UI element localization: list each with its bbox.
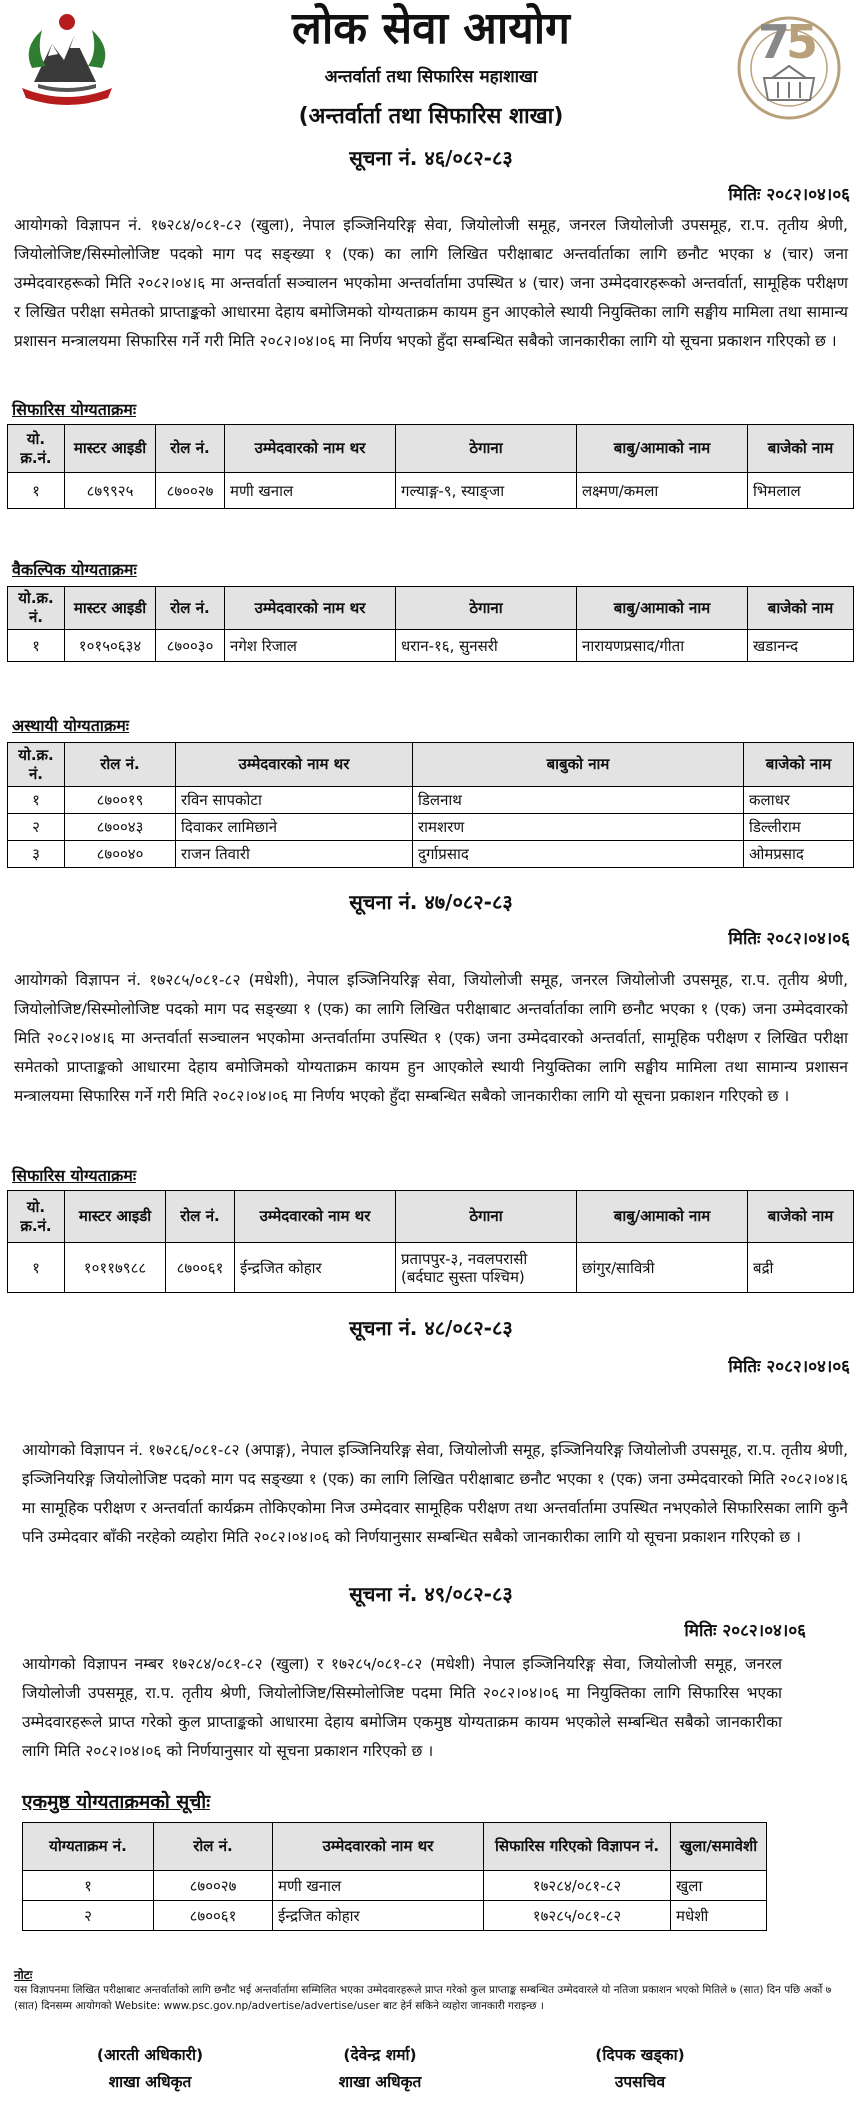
col-header: बाजेको नाम bbox=[748, 425, 854, 473]
col-header: ठेगाना bbox=[396, 1191, 577, 1243]
table-row bbox=[8, 787, 854, 814]
cell: प्रतापपुर-३, नवलपरासी (बर्दघाट सुस्ता पश्चिम) bbox=[396, 1243, 577, 1293]
cell: मणी खनाल bbox=[225, 473, 396, 509]
cell: दिवाकर लामिछाने bbox=[176, 814, 413, 841]
cell: १०१५०६३४ bbox=[65, 630, 156, 662]
section-name: (अन्तर्वार्ता तथा सिफारिस शाखा) bbox=[298, 104, 564, 129]
col-header: बाजेको नाम bbox=[744, 743, 854, 787]
notice-48-body: आयोगको विज्ञापन नं. १७२८६/०८१-८२ (अपाङ्ग), नेपाल इञ्जिनियरिङ्ग सेवा, जियोलोजी समूह, इञ्जिनियरिङ्ग जियोलोजी उपसमूह, रा.प. तृतीय श्रेणी, इञ्जिनियरिङ्ग जियोलोजिष्ट पदको माग पद सङ्ख्या १ (एक) का लागि लिखित परीक्षाबाट छनौट भएका १ (एक) जना उम्मेदवारको मिति २०८२।०४।६ मा सामूहिक परीक्षण र अन्तर्वार्ता कार्यक्रम तोकिएकोमा निज उम्मेदवार सामूहिक परीक्षण तथा अन्तर्वार्तामा उपस्थित नभएकोले सिफारिसका लागि कुनै पनि उम्मेदवार बाँकी नरहेको व्यहोरा मिति २०८२।०४।०६ को निर्णयानुसार सम्बन्धित सबैको जानकारीका लागि यो सूचना प्रकाशन गरिएको छ । bbox=[22, 1441, 848, 1546]
col-header: बाबु/आमाको नाम bbox=[577, 425, 748, 473]
cell: ८७००२७ bbox=[154, 1871, 273, 1901]
table-row bbox=[8, 814, 854, 841]
cell: रविन सापकोटा bbox=[176, 787, 413, 814]
col-header: उम्मेदवारको नाम थर bbox=[225, 425, 396, 473]
col-header: उम्मेदवारको नाम थर bbox=[235, 1191, 396, 1243]
n49-merit-list-table bbox=[22, 1822, 767, 1931]
signatory-name: (दिपक खड्का) bbox=[595, 2046, 685, 2064]
col-header: ठेगाना bbox=[396, 587, 577, 630]
notice-47-date: मितिः २०८२।०४।०६ bbox=[728, 929, 850, 949]
cell: २ bbox=[23, 1901, 154, 1931]
table-row bbox=[23, 1901, 767, 1931]
n46-recommended-heading: सिफारिस योग्यताक्रमः bbox=[12, 400, 137, 419]
col-header: उम्मेदवारको नाम थर bbox=[225, 587, 396, 630]
cell: कलाधर bbox=[744, 787, 854, 814]
col-header: बाबुको नाम bbox=[413, 743, 744, 787]
cell: ८७९९२५ bbox=[65, 473, 156, 509]
division-name: अन्तर्वार्ता तथा सिफारिस महाशाखा bbox=[324, 67, 538, 87]
n46-temporary-table bbox=[7, 742, 854, 868]
cell: १ bbox=[8, 787, 65, 814]
cell: ८७००६१ bbox=[154, 1901, 273, 1931]
n49-list-heading: एकमुष्ठ योग्यताक्रमको सूचीः bbox=[22, 1791, 211, 1813]
col-header: रोल नं. bbox=[166, 1191, 235, 1243]
cell: ओमप्रसाद bbox=[744, 841, 854, 868]
col-header: खुला/समावेशी bbox=[671, 1823, 767, 1871]
notice-49-body: आयोगको विज्ञापन नम्बर १७२८४/०८१-८२ (खुला) र १७२८५/०८१-८२ (मधेशी) नेपाल इञ्जिनियरिङ्ग सेवा, जियोलोजी समूह, जनरल जियोलोजी उपसमूह, रा.प. तृतीय श्रेणी, जियोलोजिष्ट/सिस्मोलोजिष्ट पदमा मिति २०८२।०४।०६ मा नियुक्तिका लागि सिफारिस भएका उम्मेदवारहरूले प्राप्त गरेको कुल प्राप्ताङ्कको आधारमा देहाय बमोजिम एकमुष्ठ योग्यताक्रम कायम भएकोले सम्बन्धित सबैको जानकारीका लागि मिति २०८२।०४।०६ को निर्णयानुसार यो सूचना प्रकाशन गरिएको छ । bbox=[22, 1655, 782, 1760]
cell: राजन तिवारी bbox=[176, 841, 413, 868]
n46-alternative-table bbox=[7, 586, 854, 662]
notice-48-date: मितिः २०८२।०४।०६ bbox=[728, 1357, 850, 1377]
n46-recommended-table bbox=[7, 424, 854, 509]
col-header: रोल नं. bbox=[156, 587, 225, 630]
cell: ईन्द्रजित कोहार bbox=[235, 1243, 396, 1293]
cell: नारायणप्रसाद/गीता bbox=[577, 630, 748, 662]
notice-46-date: मितिः २०८२।०४।०६ bbox=[728, 185, 850, 205]
cell: १ bbox=[8, 473, 65, 509]
col-header: बाबु/आमाको नाम bbox=[577, 587, 748, 630]
notice-46-body: आयोगको विज्ञापन नं. १७२८४/०८१-८२ (खुला), नेपाल इञ्जिनियरिङ्ग सेवा, जियोलोजी समूह, जनरल जियोलोजी उपसमूह, रा.प. तृतीय श्रेणी, जियोलोजिष्ट/सिस्मोलोजिष्ट पदको माग पद सङ्ख्या १ (एक) का लागि लिखित परीक्षाबाट अन्तर्वार्ताका लागि छनौट भएका ४ (चार) जना उम्मेदवारहरूको मिति २०८२।०४।६ मा अन्तर्वार्ता सञ्चालन भएकोमा अन्तर्वार्तामा उपस्थित ४ (चार) जना उम्मेदवारहरूको अन्तर्वार्ता, सामूहिक परीक्षण र लिखित परीक्षा समेतको प्राप्ताङ्कको आधारमा देहाय बमोजिमको योग्यताक्रम कायम हुन आएकोले स्थायी नियुक्तिका लागि सङ्घीय मामिला तथा सामान्य प्रशासन मन्त्रालयमा सिफारिस गर्ने गरी मिति २०८२।०४।०६ मा निर्णय भएको हुँदा सम्बन्धित सबैको जानकारीका लागि यो सूचना प्रकाशन गरिएको छ । bbox=[14, 216, 848, 350]
cell: खुला bbox=[671, 1871, 767, 1901]
col-header: यो.क्र. नं. bbox=[8, 587, 65, 630]
cell: १ bbox=[8, 1243, 65, 1293]
cell: मणी खनाल bbox=[273, 1871, 484, 1901]
cell: २ bbox=[8, 814, 65, 841]
notice-48-title: सूचना नं. ४८/०८२-८३ bbox=[349, 1316, 513, 1340]
signatory-name: (आरती अधिकारी) bbox=[96, 2046, 204, 2064]
cell: गल्याङ्ग-९, स्याङ्जा bbox=[396, 473, 577, 509]
cell: १ bbox=[8, 630, 65, 662]
note-text: यस विज्ञापनमा लिखित परीक्षाबाट अन्तर्वार्ताको लागि छनौट भई अन्तर्वार्तामा सम्मिलित भएका उम्मेदवारहरूले प्राप्त गरेको कुल प्राप्ताङ्क सम्बन्धित उम्मेदवारले यो नतिजा प्रकाशन भएको मितिले ७ (सात) दिन पछि अर्को ७ (सात) दिनसम्म आयोगको Website: www.psc.gov.np/advertise/advertise/user बाट हेर्न सकिने व्यहोरा जानकारी गराइन्छ । bbox=[14, 1984, 832, 2012]
cell: डिलनाथ bbox=[413, 787, 744, 814]
cell: छांगुर/सावित्री bbox=[577, 1243, 748, 1293]
col-header: मास्टर आइडी bbox=[65, 425, 156, 473]
col-header: उम्मेदवारको नाम थर bbox=[176, 743, 413, 787]
col-header: उम्मेदवारको नाम थर bbox=[273, 1823, 484, 1871]
col-header: यो.क्र. नं. bbox=[8, 743, 65, 787]
signatory-3 bbox=[520, 2042, 760, 2096]
cell: रामशरण bbox=[413, 814, 744, 841]
col-header: सिफारिस गरिएको विज्ञापन नं. bbox=[484, 1823, 671, 1871]
cell: खडानन्द bbox=[748, 630, 854, 662]
col-header: मास्टर आइडी bbox=[65, 1191, 166, 1243]
cell: मधेशी bbox=[671, 1901, 767, 1931]
table-row bbox=[8, 1243, 854, 1293]
svg-text:7: 7 bbox=[758, 15, 791, 69]
table-row bbox=[8, 473, 854, 509]
signatory-1 bbox=[40, 2042, 260, 2096]
cell: भिमलाल bbox=[748, 473, 854, 509]
notice-46-title: सूचना नं. ४६/०८२-८३ bbox=[349, 146, 513, 170]
signatory-title: शाखा अधिकृत bbox=[338, 2073, 422, 2091]
cell: लक्ष्मण/कमला bbox=[577, 473, 748, 509]
cell: धरान-१६, सुनसरी bbox=[396, 630, 577, 662]
cell: बद्री bbox=[748, 1243, 854, 1293]
n46-temporary-heading: अस्थायी योग्यताक्रमः bbox=[12, 716, 130, 735]
col-header: ठेगाना bbox=[396, 425, 577, 473]
col-header: बाबु/आमाको नाम bbox=[577, 1191, 748, 1243]
col-header: योग्यताक्रम नं. bbox=[23, 1823, 154, 1871]
cell: ८७००३० bbox=[156, 630, 225, 662]
table-row bbox=[23, 1871, 767, 1901]
col-header: मास्टर आइडी bbox=[65, 587, 156, 630]
note-heading: नोटः bbox=[14, 1968, 33, 1982]
cell: ८७००२७ bbox=[156, 473, 225, 509]
table-row bbox=[8, 841, 854, 868]
col-header: रोल नं. bbox=[65, 743, 176, 787]
col-header: रोल नं. bbox=[156, 425, 225, 473]
page-title: लोक सेवा आयोग bbox=[292, 3, 570, 54]
signatory-title: उपसचिव bbox=[614, 2073, 666, 2091]
cell: १७२८४/०८१-८२ bbox=[484, 1871, 671, 1901]
cell: दुर्गाप्रसाद bbox=[413, 841, 744, 868]
signatory-title: शाखा अधिकृत bbox=[108, 2073, 192, 2091]
notice-49-date: मितिः २०८२।०४।०६ bbox=[684, 1621, 806, 1641]
cell: १७२८५/०८१-८२ bbox=[484, 1901, 671, 1931]
table-row bbox=[8, 630, 854, 662]
col-header: रोल नं. bbox=[154, 1823, 273, 1871]
cell: १ bbox=[23, 1871, 154, 1901]
cell: १०११७९८८ bbox=[65, 1243, 166, 1293]
cell: ईन्द्रजित कोहार bbox=[273, 1901, 484, 1931]
col-header: यो. क्र.नं. bbox=[8, 425, 65, 473]
cell: नगेश रिजाल bbox=[225, 630, 396, 662]
cell: ३ bbox=[8, 841, 65, 868]
signatory-name: (देवेन्द्र शर्मा) bbox=[343, 2046, 417, 2064]
cell: ८७००४० bbox=[65, 841, 176, 868]
notice-49-title: सूचना नं. ४९/०८२-८३ bbox=[349, 1582, 513, 1606]
n46-alternative-heading: वैकल्पिक योग्यताक्रमः bbox=[12, 560, 137, 579]
cell: डिल्लीराम bbox=[744, 814, 854, 841]
col-header: यो. क्र.नं. bbox=[8, 1191, 65, 1243]
svg-text:5: 5 bbox=[786, 15, 819, 69]
col-header: बाजेको नाम bbox=[748, 1191, 854, 1243]
cell: ८७००१९ bbox=[65, 787, 176, 814]
cell: ८७००६१ bbox=[166, 1243, 235, 1293]
n47-recommended-heading: सिफारिस योग्यताक्रमः bbox=[12, 1166, 137, 1185]
n47-recommended-table bbox=[7, 1190, 854, 1293]
cell: ८७००४३ bbox=[65, 814, 176, 841]
notice-47-title: सूचना नं. ४७/०८२-८३ bbox=[349, 890, 513, 914]
signatory-2 bbox=[270, 2042, 490, 2096]
notice-47-body: आयोगको विज्ञापन नं. १७२८५/०८१-८२ (मधेशी), नेपाल इञ्जिनियरिङ्ग सेवा, जियोलोजी समूह, जनरल जियोलोजी उपसमूह, रा.प. तृतीय श्रेणी, जियोलोजिष्ट/सिस्मोलोजिष्ट पदको माग पद सङ्ख्या १ (एक) का लागि लिखित परीक्षाबाट अन्तर्वार्ताका लागि छनौट भएका १ (एक) जना उम्मेदवारको मिति २०८२।०४।६ मा अन्तर्वार्ता सञ्चालन भएकोमा अन्तर्वार्तामा उपस्थित १ (एक) जना उम्मेदवारको अन्तर्वार्ता, सामूहिक परीक्षण र लिखित परीक्षा समेतको प्राप्ताङ्कको आधारमा देहाय बमोजिमको योग्यताक्रम कायम हुन आएकोले स्थायी नियुक्तिका लागि सङ्घीय मामिला तथा सामान्य प्रशासन मन्त्रालयमा सिफारिस गर्ने गरी मिति २०८२।०४।०६ मा निर्णय भएको हुँदा सम्बन्धित सबैको जानकारीका लागि यो सूचना प्रकाशन गरिएको छ । bbox=[14, 971, 848, 1105]
col-header: बाजेको नाम bbox=[748, 587, 854, 630]
